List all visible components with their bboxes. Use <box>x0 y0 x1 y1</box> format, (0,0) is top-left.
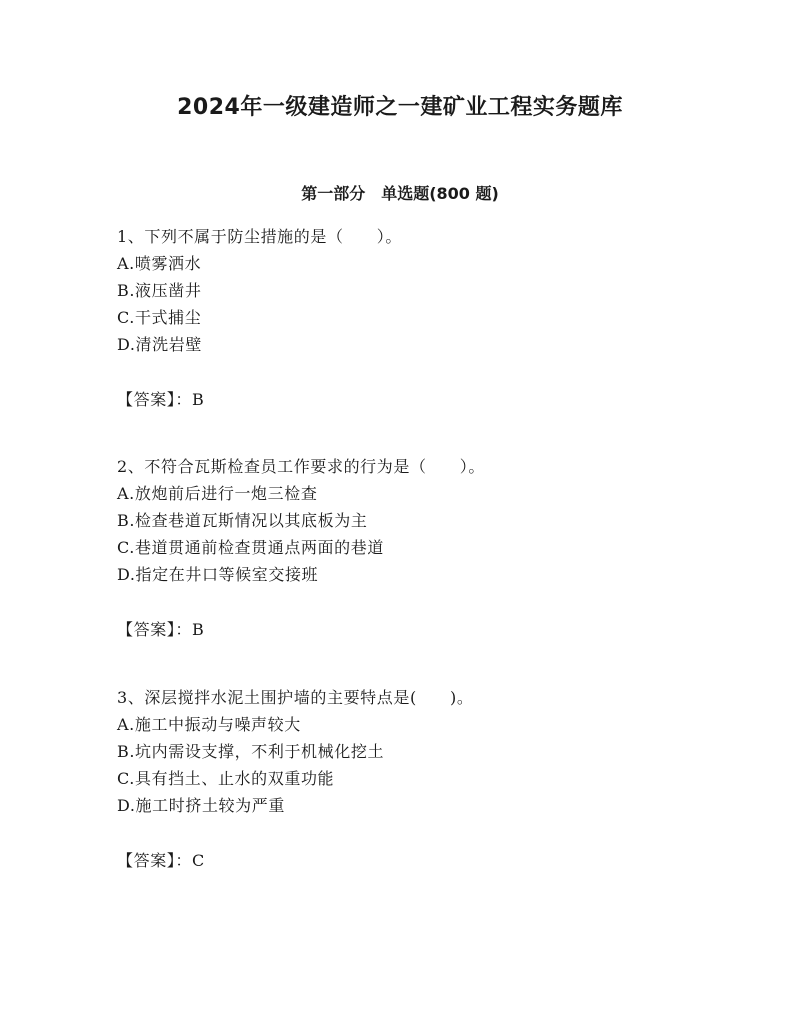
answer-label: 【答案】： <box>117 851 193 870</box>
option-a: A.放炮前后进行一炮三检查 <box>117 484 318 503</box>
question-stem: 1、下列不属于防尘措施的是（ ）。 <box>117 227 402 246</box>
option-c: C.巷道贯通前检查贯通点两面的巷道 <box>117 538 384 557</box>
question-3 <box>117 684 737 874</box>
question-stem: 2、不符合瓦斯检查员工作要求的行为是（ ）。 <box>117 457 485 476</box>
question-2 <box>117 453 737 643</box>
answer-value: B <box>192 620 205 639</box>
answer-value: C <box>192 851 205 870</box>
answer-line <box>117 386 737 413</box>
option-b: B.液压凿井 <box>117 281 202 300</box>
document-title: 2024年一级建造师之一建矿业工程实务题库 <box>177 95 623 120</box>
option-d: D.指定在井口等候室交接班 <box>117 565 319 584</box>
section-title: 第一部分 单选题(800 题) <box>301 184 499 203</box>
question-1 <box>117 223 737 413</box>
option-c: C.干式捕尘 <box>117 308 202 327</box>
option-a: A.施工中振动与噪声较大 <box>117 715 301 734</box>
option-c: C.具有挡土、止水的双重功能 <box>117 769 335 788</box>
answer-label: 【答案】： <box>117 620 193 639</box>
answer-label: 【答案】： <box>117 390 193 409</box>
option-b: B.坑内需设支撑，不利于机械化挖土 <box>117 742 385 761</box>
option-b: B.检查巷道瓦斯情况以其底板为主 <box>117 511 368 530</box>
option-d: D.施工时挤土较为严重 <box>117 796 285 815</box>
option-a: A.喷雾洒水 <box>117 254 202 273</box>
question-stem: 3、深层搅拌水泥土围护墙的主要特点是( )。 <box>117 688 474 707</box>
answer-line <box>117 616 737 643</box>
option-d: D.清洗岩壁 <box>117 335 202 354</box>
answer-line <box>117 847 737 874</box>
answer-value: B <box>192 390 205 409</box>
